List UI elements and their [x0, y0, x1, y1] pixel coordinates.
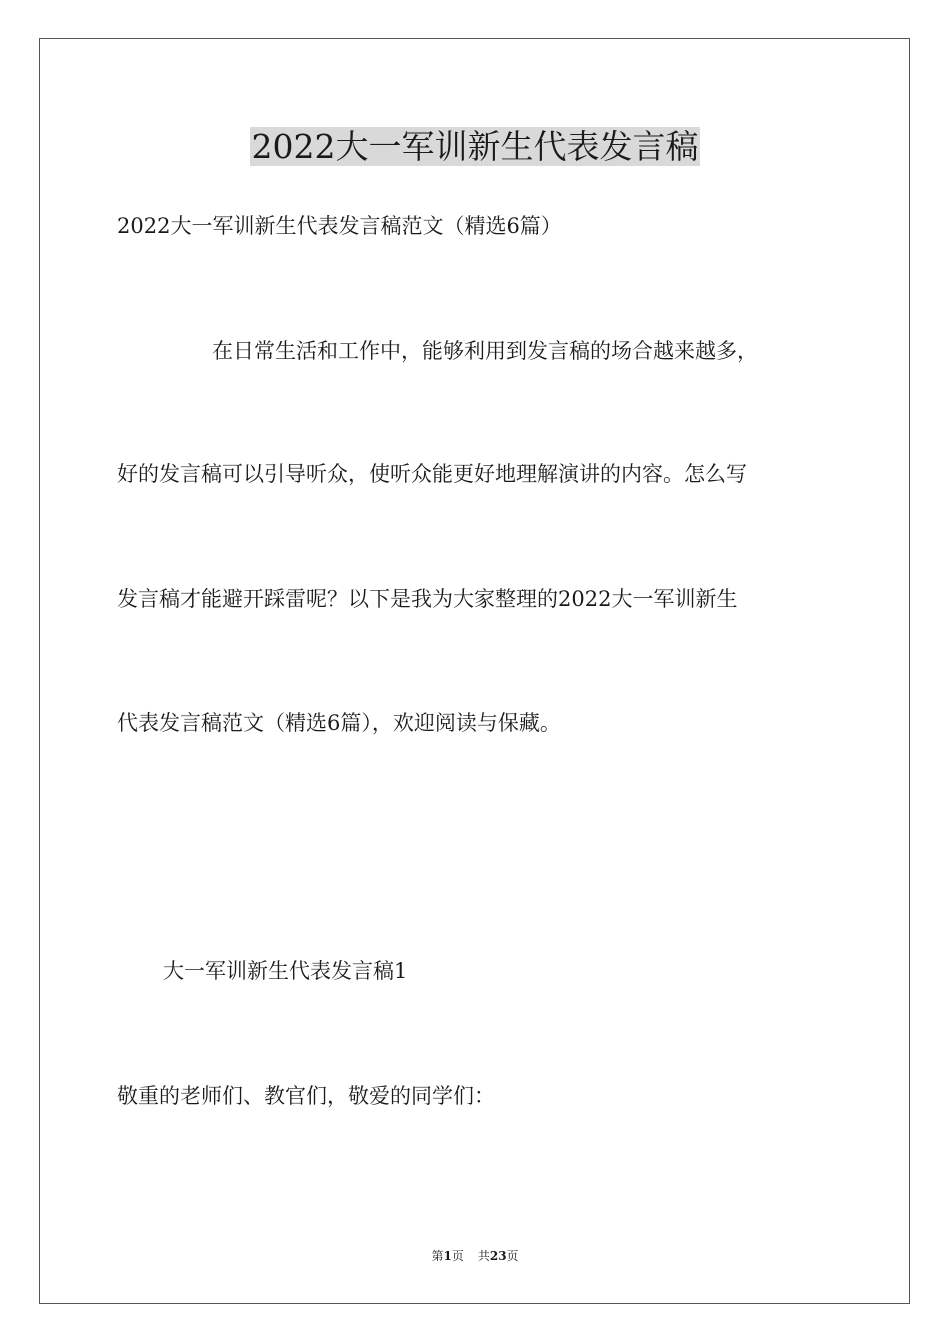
document-title — [0, 125, 950, 169]
footer-total-suffix: 页 — [506, 1249, 519, 1263]
footer-page-number: 1 — [443, 1249, 452, 1263]
document-subtitle: 2022大一军训新生代表发言稿范文（精选6篇） — [117, 214, 562, 238]
document-title-text: 2022大一军训新生代表发言稿 — [251, 127, 699, 166]
intro-line-2: 好的发言稿可以引导听众，使听众能更好地理解演讲的内容。怎么写 — [117, 462, 747, 486]
footer-total-pages: 23 — [489, 1249, 507, 1263]
footer-page-prefix: 第 — [431, 1249, 444, 1263]
intro-line-1: 在日常生活和工作中，能够利用到发言稿的场合越来越多， — [212, 339, 758, 363]
footer-total-prefix: 共 — [477, 1249, 490, 1263]
salutation: 敬重的老师们、教官们，敬爱的同学们： — [117, 1084, 495, 1108]
page-footer — [0, 1248, 950, 1264]
section-heading: 大一军训新生代表发言稿1 — [163, 959, 408, 983]
intro-line-3: 发言稿才能避开踩雷呢？以下是我为大家整理的2022大一军训新生 — [117, 587, 738, 611]
footer-page-suffix: 页 — [451, 1249, 464, 1263]
intro-line-4: 代表发言稿范文（精选6篇），欢迎阅读与保藏。 — [117, 711, 561, 735]
